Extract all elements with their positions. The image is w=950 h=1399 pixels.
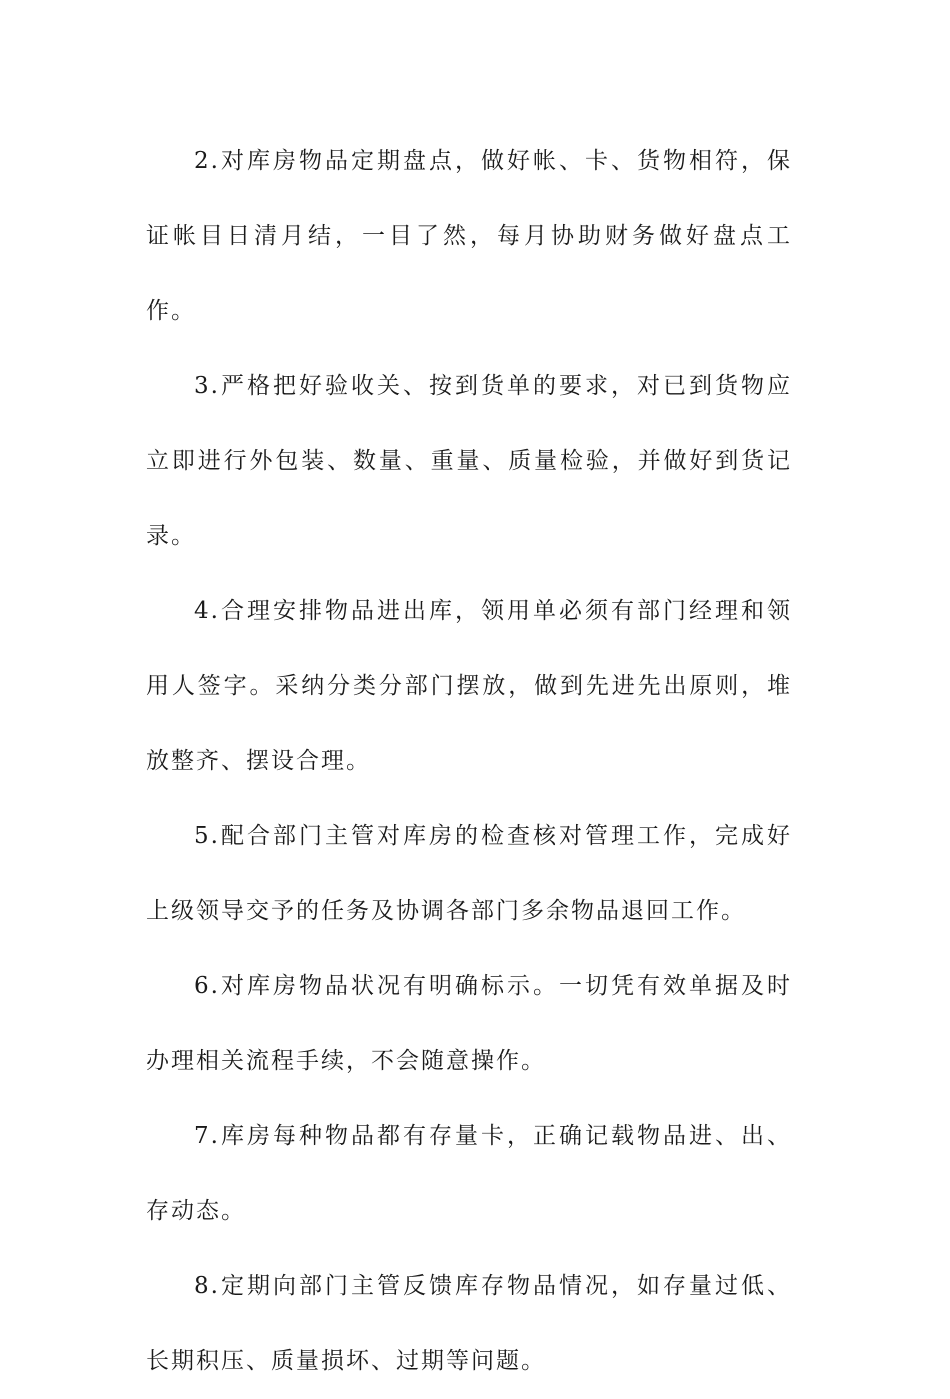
paragraph-item-4: 4.合理安排物品进出库，领用单必须有部门经理和领用人签字。采纳分类分部门摆放，做到先进先出原则，堆放整齐、摆设合理。 [146,598,792,774]
paragraph-item-6: 6.对库房物品状况有明确标示。一切凭有效单据及时办理相关流程手续，不会随意操作。 [146,973,792,1074]
document-body [146,124,792,1399]
paragraph-item-3: 3.严格把好验收关、按到货单的要求，对已到货物应立即进行外包装、数量、重量、质量检验，并做好到货记录。 [146,373,792,549]
paragraph-item-2: 2.对库房物品定期盘点，做好帐、卡、货物相符，保证帐目日清月结，一目了然，每月协助财务做好盘点工作。 [146,148,792,324]
paragraph-item-5: 5.配合部门主管对库房的检查核对管理工作，完成好上级领导交予的任务及协调各部门多余物品退回工作。 [146,823,792,924]
paragraph-item-8: 8.定期向部门主管反馈库存物品情况，如存量过低、长期积压、质量损坏、过期等问题。 [146,1273,792,1374]
paragraph-item-7: 7.库房每种物品都有存量卡，正确记载物品进、出、存动态。 [146,1123,792,1224]
